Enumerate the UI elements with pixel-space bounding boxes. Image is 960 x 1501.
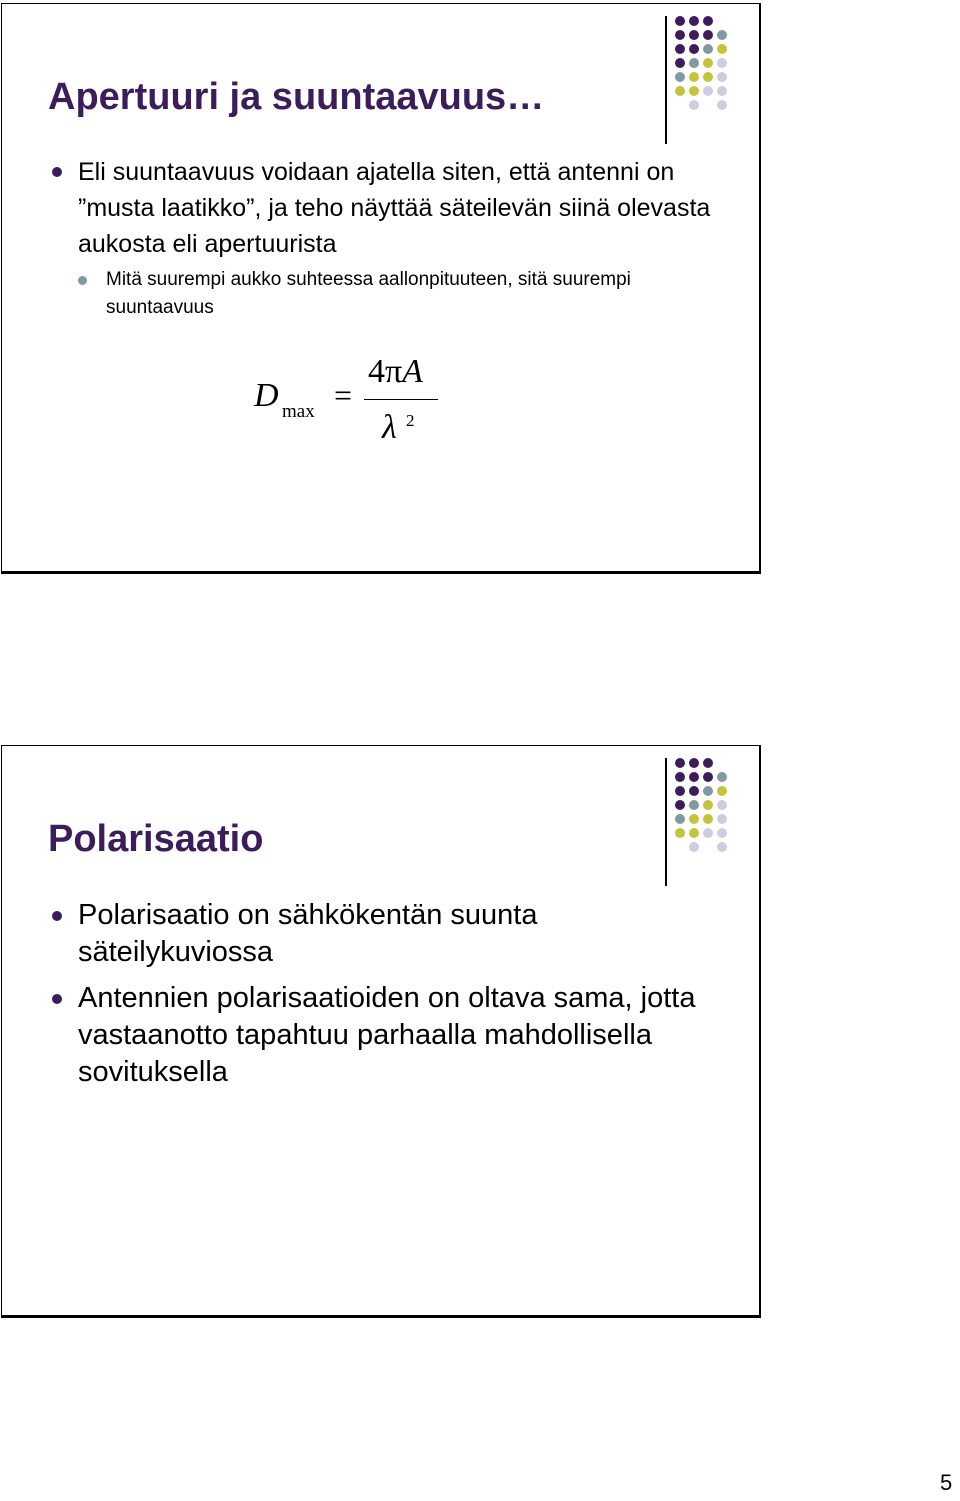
slide-title: Polarisaatio xyxy=(48,818,264,860)
slide-apertuuri xyxy=(1,3,761,574)
decor-dot xyxy=(703,58,713,68)
decor-dot xyxy=(717,800,727,810)
bullet-item xyxy=(48,154,719,262)
decor-dot xyxy=(689,58,699,68)
decor-dot xyxy=(675,800,685,810)
decor-dot xyxy=(703,44,713,54)
decor-dot xyxy=(689,16,699,26)
decor-dot xyxy=(675,58,685,68)
formula-equals: = xyxy=(334,377,353,413)
decor-dot xyxy=(689,44,699,54)
decor-dot xyxy=(675,44,685,54)
decor-dot xyxy=(689,800,699,810)
formula-denominator: λ xyxy=(382,409,397,446)
bullet-text: Polarisaatio on sähkökentän suunta säteilykuviossa xyxy=(78,899,538,968)
decor-dot xyxy=(703,772,713,782)
decor-dot xyxy=(717,86,727,96)
decor-dot xyxy=(717,72,727,82)
decor-dot xyxy=(703,800,713,810)
bullet-text: Eli suuntaavuus voidaan ajatella siten, että antenni on ”musta laatikko”, ja teho näyttää säteilevän siinä olevasta aukosta eli apertuurista xyxy=(78,158,711,258)
directivity-formula xyxy=(252,349,452,449)
bullet-item xyxy=(48,897,719,971)
decor-dot xyxy=(717,842,727,852)
decor-dot xyxy=(717,786,727,796)
decor-dot xyxy=(675,786,685,796)
decor-dot xyxy=(689,758,699,768)
bullet-item xyxy=(48,980,719,1091)
slide-body xyxy=(48,897,719,1100)
decor-dot xyxy=(689,814,699,824)
sub-bullet-text: Mitä suurempi aukko suhteessa aallonpituuteen, sitä suurempi suuntaavuus xyxy=(106,269,631,318)
formula-numerator-var: A xyxy=(402,353,423,390)
decor-dot xyxy=(717,814,727,824)
decor-dot xyxy=(689,772,699,782)
slide-polarisaatio xyxy=(1,745,761,1318)
sub-bullet-item xyxy=(48,266,719,322)
decor-dot xyxy=(675,72,685,82)
bullet-dot-icon xyxy=(52,167,62,177)
decor-dot xyxy=(675,16,685,26)
decor-dot xyxy=(703,814,713,824)
formula-lhs: D xyxy=(254,377,279,414)
decor-dot xyxy=(703,30,713,40)
decor-dot xyxy=(675,30,685,40)
decor-dot xyxy=(675,814,685,824)
decor-dot xyxy=(717,100,727,110)
decor-dot xyxy=(675,758,685,768)
bullet-dot-icon xyxy=(52,911,62,921)
dot-grid-icon xyxy=(664,16,761,146)
decor-dot xyxy=(717,828,727,838)
decor-dot xyxy=(689,828,699,838)
formula-lhs-subscript: max xyxy=(282,401,315,422)
decor-dot xyxy=(703,86,713,96)
decor-dot xyxy=(703,828,713,838)
decor-dot xyxy=(717,30,727,40)
decor-dot xyxy=(717,44,727,54)
slide-body xyxy=(48,154,719,322)
page-number: 5 xyxy=(940,1470,953,1495)
dot-grid-decoration xyxy=(664,16,761,146)
decor-dot xyxy=(703,72,713,82)
formula-denominator-exponent: 2 xyxy=(406,411,415,430)
decor-dot xyxy=(703,786,713,796)
decor-dot xyxy=(717,58,727,68)
dot-grid-decoration xyxy=(664,758,761,888)
decor-dot xyxy=(689,86,699,96)
dot-grid-icon xyxy=(664,758,761,888)
bullet-text: Antennien polarisaatioiden on oltava sama, jotta vastaanotto tapahtuu parhaalla mahdollisella sovituksella xyxy=(78,982,696,1088)
bullet-dot-icon xyxy=(52,994,62,1004)
decor-dot xyxy=(689,30,699,40)
formula-numerator xyxy=(368,353,423,391)
decor-dot xyxy=(675,86,685,96)
slide-title: Apertuuri ja suuntaavuus… xyxy=(48,76,545,118)
decor-dot xyxy=(717,772,727,782)
decor-dot xyxy=(689,842,699,852)
decor-dot xyxy=(675,772,685,782)
formula-fraction-bar xyxy=(364,399,438,400)
formula-numerator-coef: 4π xyxy=(368,353,403,390)
decor-dot xyxy=(689,786,699,796)
decor-dot xyxy=(689,100,699,110)
sub-bullet-dot-icon xyxy=(78,276,87,285)
decor-dot xyxy=(675,828,685,838)
decor-dot xyxy=(689,72,699,82)
decor-dot xyxy=(703,16,713,26)
decor-dot xyxy=(703,758,713,768)
